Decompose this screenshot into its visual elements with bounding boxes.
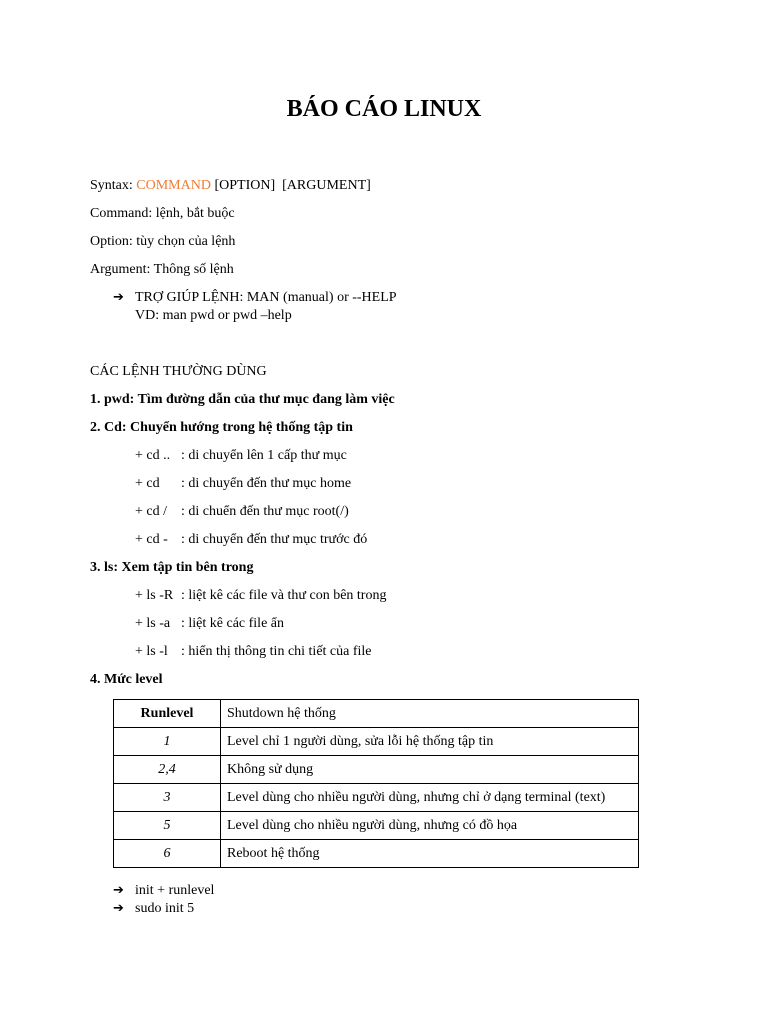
syntax-prefix: Syntax:	[90, 178, 137, 193]
level-heading: 4. Mức level	[90, 672, 163, 687]
help-example: VD: man pwd or pwd –help	[135, 308, 292, 323]
runlevel-cell: 2,4	[114, 756, 221, 784]
cd-command: + cd	[135, 476, 160, 491]
ls-command: + ls -a	[135, 616, 171, 631]
help-text: TRỢ GIÚP LỆNH: MAN (manual) or --HELP	[135, 290, 397, 305]
table-row	[114, 756, 639, 784]
ls-command: + ls -R	[135, 588, 174, 603]
syntax-line	[90, 177, 371, 195]
list-item	[135, 587, 386, 605]
description-cell: Reboot hệ thống	[221, 840, 639, 868]
runlevel-cell: 5	[114, 812, 221, 840]
table-row	[114, 784, 639, 812]
right-arrow-icon: ➔	[113, 901, 124, 916]
ls-command: + ls -l	[135, 644, 168, 659]
cd-command: + cd /	[135, 504, 167, 519]
description-cell: Level dùng cho nhiều người dùng, nhưng chỉ ở dạng terminal (text)	[221, 784, 639, 812]
runlevel-cell: 6	[114, 840, 221, 868]
ls-description: : liệt kê các file và thư con bên trong	[181, 588, 387, 603]
right-arrow-icon: ➔	[113, 290, 124, 305]
cd-description: : di chuển đến thư mục root(/)	[181, 504, 349, 519]
cd-heading: 2. Cd: Chuyển hướng trong hệ thống tập tin	[90, 420, 353, 435]
list-item	[135, 503, 349, 521]
table-header-row	[114, 700, 639, 728]
footer-item-sudo	[113, 900, 194, 918]
table-row	[114, 728, 639, 756]
table-row	[114, 840, 639, 868]
list-item	[135, 447, 347, 465]
description-cell: Level dùng cho nhiều người dùng, nhưng có đồ họa	[221, 812, 639, 840]
definition-command: Command: lệnh, bắt buộc	[90, 206, 235, 221]
ls-description: : hiển thị thông tin chi tiết của file	[181, 644, 372, 659]
footer-text: sudo init 5	[135, 901, 195, 916]
cd-description: : di chuyển đến thư mục trước đó	[181, 532, 368, 547]
footer-item-init	[113, 882, 214, 900]
cd-description: : di chuyển đến thư mục home	[181, 476, 352, 491]
footer-text: init + runlevel	[135, 883, 215, 898]
definition-argument: Argument: Thông số lệnh	[90, 262, 234, 277]
page-title: BÁO CÁO LINUX	[286, 96, 482, 122]
cd-command: + cd ..	[135, 448, 171, 463]
description-cell: Không sử dụng	[221, 756, 639, 784]
ls-heading: 3. ls: Xem tập tin bên trong	[90, 560, 254, 575]
list-item	[135, 531, 367, 549]
cd-command: + cd -	[135, 532, 168, 547]
runlevel-cell: 3	[114, 784, 221, 812]
syntax-rest: [OPTION] [ARGUMENT]	[210, 178, 371, 193]
list-item	[135, 615, 284, 633]
runlevel-cell: 1	[114, 728, 221, 756]
pwd-heading: 1. pwd: Tìm đường dẫn của thư mục đang làm việc	[90, 392, 395, 407]
list-item	[135, 643, 372, 661]
table-header-runlevel: Runlevel	[114, 700, 221, 728]
table-row	[114, 812, 639, 840]
help-line	[113, 289, 397, 307]
table-header-description: Shutdown hệ thống	[221, 700, 639, 728]
runlevel-table	[113, 699, 639, 868]
section-heading: CÁC LỆNH THƯỜNG DÙNG	[90, 364, 267, 379]
right-arrow-icon: ➔	[113, 883, 124, 898]
ls-description: : liệt kê các file ẩn	[181, 616, 284, 631]
cd-description: : di chuyển lên 1 cấp thư mục	[181, 448, 347, 463]
description-cell: Level chỉ 1 người dùng, sửa lỗi hệ thống tập tin	[221, 728, 639, 756]
list-item	[135, 475, 351, 493]
definition-option: Option: tùy chọn của lệnh	[90, 234, 236, 249]
syntax-command: COMMAND	[136, 178, 211, 193]
